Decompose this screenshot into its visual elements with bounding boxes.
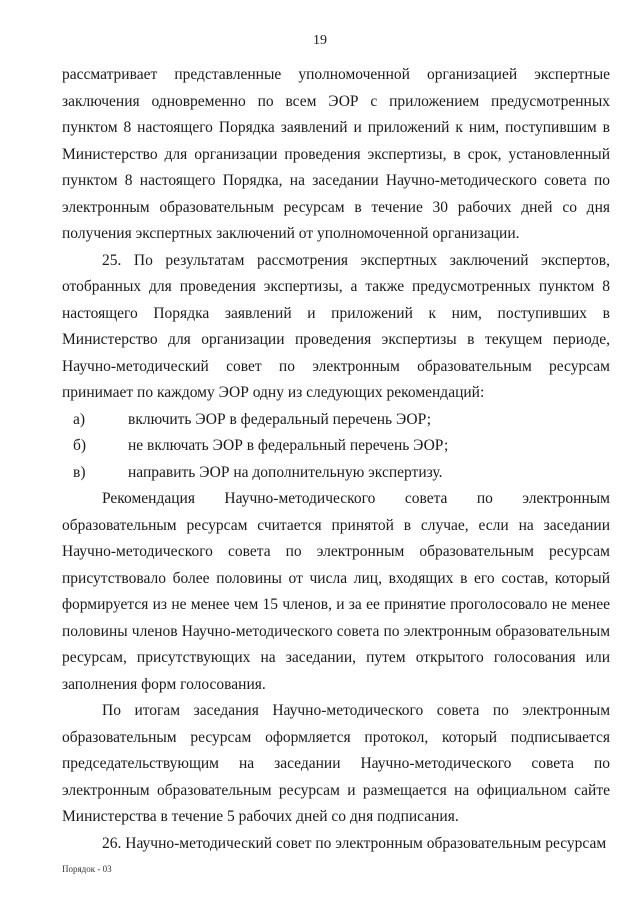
paragraph-continuation: рассматривает представленные уполномоченной организацией экспертные заключения одновременно по всем ЭОР с приложением предусмотренных пунктом 8 настоящего Порядка заявлений и приложений к ним, поступившим в Министерство для организации проведения экспертизы, в срок, установленный пунктом 8 настоящего Порядка, на заседании Научно-методического совета по электронным образовательным ресурсам в течение 30 рабочих дней со дня получения экспертных заключений от уполномоченной организации. <box>62 66 610 242</box>
paragraph-protocol: По итогам заседания Научно-методического совета по электронным образовательным ресурсам оформляется протокол, который подписывается председательствующим на заседании Научно-методического совета по электронным образовательным ресурсам и размещается на официальном сайте Министерства в течение 5 рабочих дней со дня подписания. <box>62 702 610 825</box>
paragraph-recommendation: Рекомендация Научно-методического совета по электронным образовательным ресурсам считается принятой в случае, если на заседании Научно-методического совета по электронным образовательным ресурсам присутствовало более половины от числа лиц, входящих в его состав, который формируется из не менее чем 15 членов, и за ее принятие проголосовало не менее половины членов Научно-методического совета по электронным образовательным ресурсам, присутствующих на заседании, путем открытого голосования или заполнения форм голосования. <box>62 490 610 693</box>
list-marker: б) <box>73 437 87 454</box>
list-item-text: не включать ЭОР в федеральный перечень ЭОР; <box>128 437 449 454</box>
page-number: 19 <box>313 33 327 48</box>
list-marker: а) <box>73 410 86 428</box>
list-item-text: направить ЭОР на дополнительную экспертизу. <box>128 463 443 481</box>
list-marker: в) <box>73 463 86 481</box>
document-body <box>62 62 610 857</box>
list-item <box>62 433 610 460</box>
footer-label: Порядок - 03 <box>62 864 112 874</box>
paragraph-item-25: 25. По результатам рассмотрения экспертных заключений экспертов, отобранных для проведения экспертизы, а также предусмотренных пунктом 8 настоящего Порядка заявлений и приложений к ним, поступивших в Министерство для организации проведения экспертизы в текущем периоде, Научно-методический совет по электронным образовательным ресурсам принимает по каждому ЭОР одну из следующих рекомендаций: <box>62 251 610 401</box>
list-item <box>62 460 610 487</box>
list-item-text: включить ЭОР в федеральный перечень ЭОР; <box>128 410 432 428</box>
list-item <box>62 407 610 434</box>
paragraph-item-26: 26. Научно-методический совет по электронным образовательным ресурсам <box>102 834 607 852</box>
